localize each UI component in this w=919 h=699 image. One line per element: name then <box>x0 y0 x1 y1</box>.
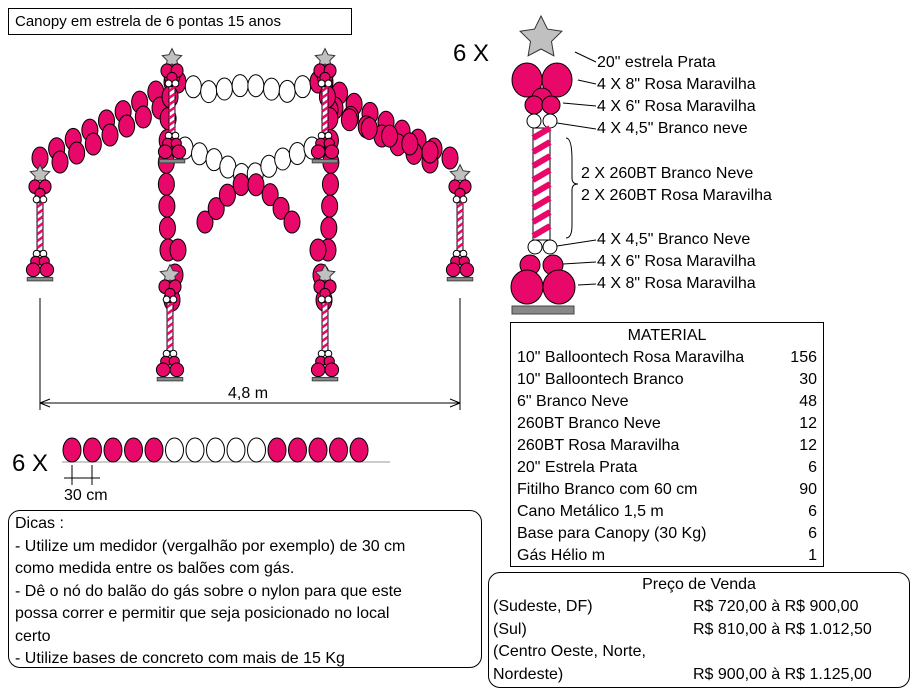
pink-balloon <box>145 438 163 462</box>
pink-balloon <box>284 211 300 233</box>
pink-balloon <box>84 438 102 462</box>
pink-balloon <box>104 438 122 462</box>
pink-balloon <box>543 270 575 304</box>
dicas-line: - Dê o nó do balão do gás sobre o nylon para que este <box>15 582 402 600</box>
material-qty: 30 <box>799 371 817 388</box>
material-qty: 6 <box>808 525 817 542</box>
pink-balloon <box>159 217 175 239</box>
pink-balloon <box>310 239 326 261</box>
pink-balloon <box>125 438 143 462</box>
pink-balloon <box>511 270 543 304</box>
material-name: 10" Balloontech Branco <box>517 371 684 388</box>
material-name: 20" Estrela Prata <box>517 459 638 476</box>
pink-balloon <box>330 438 348 462</box>
preco-region: (Sudeste, DF) <box>493 598 593 616</box>
column-label-260-pink: 2 X 260BT Rosa Maravilha <box>581 187 772 204</box>
material-row <box>517 391 817 413</box>
white-balloon <box>264 78 280 100</box>
material-qty: 90 <box>799 481 817 498</box>
material-row <box>517 501 817 523</box>
white-balloon <box>163 296 170 303</box>
white-balloon <box>289 142 305 164</box>
white-balloon <box>318 296 325 303</box>
pink-balloon <box>40 263 54 277</box>
pink-balloon <box>135 106 151 128</box>
material-name: Base para Canopy (30 Kg) <box>517 525 707 542</box>
white-balloon <box>528 240 542 254</box>
dicas-line: - Utilize bases de concreto com mais de 15 Kg <box>15 650 345 667</box>
pink-balloon <box>350 438 368 462</box>
pink-balloon <box>442 147 458 169</box>
material-qty: 6 <box>808 503 817 520</box>
pink-balloon <box>382 125 398 147</box>
pink-balloon <box>325 145 339 159</box>
page-title: Canopy em estrela de 6 pontas 15 anos <box>8 8 352 35</box>
preco-row <box>493 664 905 686</box>
dimension-label: 4,8 m <box>228 385 269 402</box>
white-balloon <box>201 81 217 103</box>
column-label-260-white: 2 X 260BT Branco Neve <box>581 165 754 182</box>
pink-balloon <box>69 142 85 164</box>
white-balloon <box>207 438 225 462</box>
material-row <box>517 435 817 457</box>
dicas-list <box>15 536 475 671</box>
dicas-line: - Utilize um medidor (vergalhão por exemplo) de 30 cm <box>15 537 406 555</box>
preco-region: (Sul) <box>493 620 527 638</box>
preco-row <box>493 619 905 641</box>
material-name: 260BT Rosa Maravilha <box>517 437 680 454</box>
material-header: MATERIAL <box>627 327 707 344</box>
dicas-header: Dicas : <box>15 515 64 532</box>
column-label-45in-bottom: 4 X 4,5" Branco Neve <box>597 231 751 248</box>
pink-balloon <box>159 195 175 217</box>
white-balloon <box>318 80 325 87</box>
pink-balloon <box>322 195 338 217</box>
preco-row <box>493 596 905 618</box>
concrete-base <box>312 159 338 162</box>
white-balloon <box>543 240 557 254</box>
material-qty: 12 <box>799 415 817 432</box>
white-balloon <box>248 438 266 462</box>
pink-balloon <box>158 145 172 159</box>
pink-balloon <box>542 96 560 114</box>
white-balloon <box>33 196 40 203</box>
balloon-strand-drawing <box>62 438 390 462</box>
pink-balloon <box>311 145 325 159</box>
white-balloon <box>460 196 467 203</box>
dicas-line: certo <box>15 627 51 645</box>
white-balloon <box>185 76 201 98</box>
column-label-star: 20" estrela Prata <box>597 54 716 71</box>
preco-header: Preço de Venda <box>642 576 756 593</box>
material-name: Gás Hélio m <box>517 547 606 564</box>
material-box <box>510 322 824 567</box>
leader-line <box>557 240 596 246</box>
pink-balloon <box>325 363 339 377</box>
strand-spacing-label: 30 cm <box>64 487 108 504</box>
detail-base <box>512 306 574 314</box>
material-row <box>517 479 817 501</box>
material-row <box>517 369 817 391</box>
pink-balloon <box>289 438 307 462</box>
preco-row <box>493 641 905 663</box>
leader-line <box>575 52 596 62</box>
dicas-line: possa correr e permitir que seja posicionado no local <box>15 605 390 622</box>
white-balloon <box>295 76 311 98</box>
pink-balloon <box>26 263 40 277</box>
material-name: 10" Balloontech Rosa Maravilha <box>517 349 745 366</box>
material-row <box>517 413 817 435</box>
column-label-8in-top: 4 X 8" Rosa Maravilha <box>597 76 756 93</box>
concrete-base <box>312 377 338 380</box>
leader-line <box>578 80 596 84</box>
column-label-6in-top: 4 X 6" Rosa Maravilha <box>597 98 756 115</box>
silver-star-balloon <box>520 16 562 56</box>
white-balloon <box>275 148 291 170</box>
pink-balloon <box>422 141 438 163</box>
material-qty: 12 <box>799 437 817 454</box>
white-balloon <box>248 75 264 97</box>
white-balloon <box>325 80 332 87</box>
material-name: 260BT Branco Neve <box>517 415 661 432</box>
concrete-base <box>27 277 53 280</box>
leader-line <box>563 103 596 106</box>
white-balloon <box>172 80 179 87</box>
dicas-box <box>8 510 482 668</box>
column-label-45in-top: 4 X 4,5" Branco neve <box>597 120 748 137</box>
column-multiplier: 6 X <box>453 40 490 67</box>
concrete-base <box>159 159 185 162</box>
pink-balloon <box>322 173 338 195</box>
material-qty: 156 <box>790 349 817 366</box>
preco-region: Nordeste) <box>493 665 564 683</box>
pink-balloon <box>446 263 460 277</box>
preco-price: R$ 810,00 à R$ 1.012,50 <box>693 620 872 638</box>
pink-balloon <box>119 115 135 137</box>
material-row <box>517 523 817 545</box>
white-balloon <box>453 196 460 203</box>
leader-line <box>563 262 596 264</box>
pink-balloon <box>460 263 474 277</box>
pink-balloon <box>309 438 327 462</box>
concrete-base <box>157 377 183 380</box>
bracket-260 <box>566 138 578 238</box>
white-balloon <box>186 438 204 462</box>
pink-balloon <box>63 438 81 462</box>
white-balloon <box>232 75 248 97</box>
pink-balloon <box>361 117 377 139</box>
material-name: Cano Metálico 1,5 m <box>517 503 664 520</box>
material-row <box>517 457 817 479</box>
canopy-drawing <box>26 49 473 381</box>
pink-balloon <box>52 151 68 173</box>
white-balloon <box>192 143 208 165</box>
pink-balloon <box>321 217 337 239</box>
pink-balloon <box>268 438 286 462</box>
pink-balloon <box>170 363 184 377</box>
material-list <box>517 347 817 567</box>
material-qty: 6 <box>808 459 817 476</box>
pink-balloon <box>170 239 186 261</box>
white-balloon <box>543 114 557 128</box>
white-balloon <box>165 80 172 87</box>
column-label-8in-bottom: 4 X 8" Rosa Maravilha <box>597 275 756 292</box>
preco-box <box>488 572 910 688</box>
pink-balloon <box>233 174 249 196</box>
pink-balloon <box>158 173 174 195</box>
white-balloon <box>279 80 295 102</box>
pink-balloon <box>525 96 543 114</box>
white-balloon <box>227 438 245 462</box>
white-balloon <box>40 196 47 203</box>
material-name: 6" Branco Neve <box>517 393 629 410</box>
leader-line <box>578 284 596 285</box>
material-qty: 1 <box>808 547 817 564</box>
pink-balloon <box>311 363 325 377</box>
material-qty: 48 <box>799 393 817 410</box>
detail-column-drawing <box>511 16 575 314</box>
pink-balloon <box>85 133 101 155</box>
preco-list <box>493 596 905 686</box>
preco-price: R$ 720,00 à R$ 900,00 <box>693 598 859 616</box>
pink-balloon <box>402 133 418 155</box>
column-label-6in-bottom: 4 X 6" Rosa Maravilha <box>597 253 756 270</box>
dicas-line: como medida entre os balões com gás. <box>15 560 295 577</box>
white-balloon <box>325 296 332 303</box>
pink-balloon <box>248 174 264 196</box>
white-balloon <box>166 438 184 462</box>
pink-balloon <box>156 363 170 377</box>
strand-multiplier: 6 X <box>12 450 49 477</box>
material-row <box>517 347 817 369</box>
pink-balloon <box>172 145 186 159</box>
material-name: Fitilho Branco com 60 cm <box>517 481 698 498</box>
preco-price: R$ 900,00 à R$ 1.125,00 <box>693 665 872 683</box>
pink-balloon <box>102 124 118 146</box>
leader-line <box>557 123 596 129</box>
concrete-base <box>447 277 473 280</box>
white-balloon <box>216 78 232 100</box>
material-row <box>517 545 817 567</box>
pink-balloon <box>341 109 357 131</box>
white-balloon <box>527 114 541 128</box>
preco-region: (Centro Oeste, Norte, <box>493 643 646 661</box>
white-balloon <box>170 296 177 303</box>
